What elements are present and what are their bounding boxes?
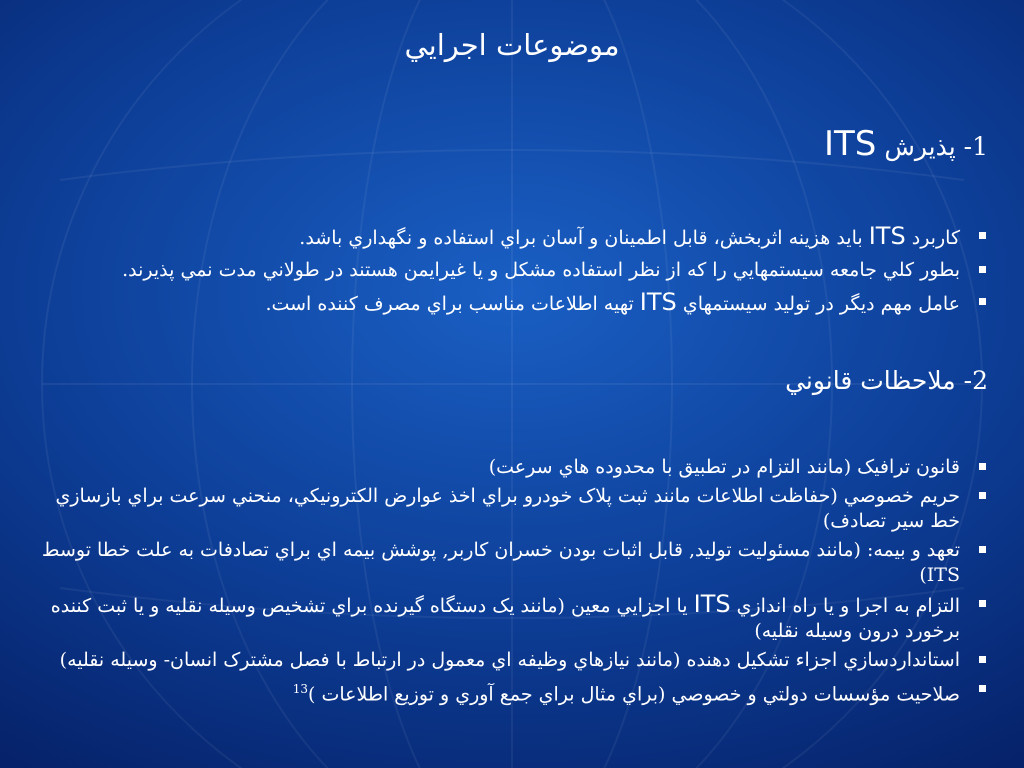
- list-item: تعهد و بيمه: (مانند مسئوليت توليد, قابل اثبات بودن خسران كاربر, پوشش بيمه اي براي تصادفات به علت خطا توسط ITS): [23, 538, 988, 588]
- square-bullet-icon: [979, 463, 986, 470]
- list-item: استانداردسازي اجزاء تشكيل دهنده (مانند نيازهاي وظيفه اي معمول در ارتباط با فصل مشترک انسان- وسيله نقليه): [23, 648, 988, 673]
- legal-bullet-list: [23, 455, 988, 711]
- heading-text: 1- پذيرش: [876, 132, 988, 161]
- list-item: كاربرد ITS بايد هزينه اثربخش، قابل اطمينان و آسان براي استفاده و نگهداري باشد.: [23, 224, 988, 251]
- list-item: عامل مهم ديگر در توليد سيستمهاي ITS تهيه اطلاعات مناسب براي مصرف كننده است.: [23, 290, 988, 317]
- list-item: صلاحيت مؤسسات دولتي و خصوصي (براي مثال براي جمع آوري و توزيع اطلاعات )$^{13}$: [23, 677, 988, 707]
- list-item: حريم خصوصي (حفاظت اطلاعات مانند ثبت پلاک خودرو براي اخذ عوارض الكترونيكي، منحني سرعت براي بازسازي خط سير تصادف): [23, 484, 988, 534]
- heading-text: 2- ملاحظات قانوني: [785, 366, 988, 395]
- section-heading-its-acceptance: [824, 124, 988, 164]
- square-bullet-icon: [979, 600, 986, 607]
- acceptance-bullet-list: [23, 224, 988, 324]
- section-heading-legal: [785, 366, 988, 395]
- list-item: قانون ترافيک (مانند التزام در تطبيق با محدوده هاي سرعت): [23, 455, 988, 480]
- square-bullet-icon: [979, 298, 986, 305]
- square-bullet-icon: [979, 546, 986, 553]
- list-item: التزام به اجرا و يا راه اندازي ITS يا اجزايي معين (مانند يک دستگاه گيرنده براي تشخيص وسيله نقليه و يا ثبت كننده برخورد درون وسيله نقليه): [23, 592, 988, 644]
- slide-title: موضوعات اجرايي: [404, 28, 620, 62]
- slide-number: 13: [292, 682, 309, 696]
- square-bullet-icon: [979, 685, 986, 692]
- list-item: بطور كلي جامعه سيستمهايي را كه از نظر استفاده مشكل و يا غيرايمن هستند در طولاني مدت نمي پذيرند.: [23, 258, 988, 283]
- square-bullet-icon: [979, 232, 986, 239]
- square-bullet-icon: [979, 266, 986, 273]
- square-bullet-icon: [979, 492, 986, 499]
- heading-its: ITS: [824, 124, 877, 164]
- square-bullet-icon: [979, 656, 986, 663]
